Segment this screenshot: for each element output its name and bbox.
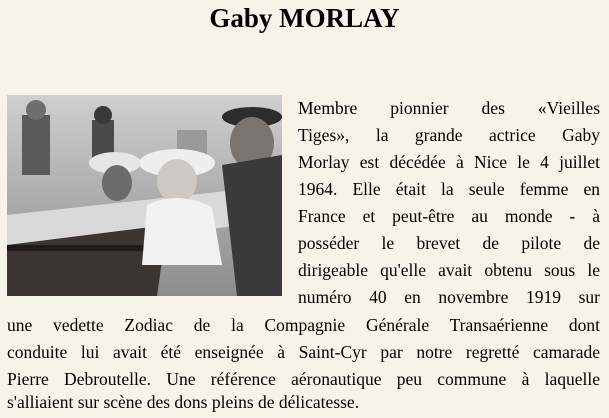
text-line: Tiges», la grande actrice Gaby xyxy=(298,125,600,145)
text-line: numéro 40 en novembre 1919 sur xyxy=(298,287,600,307)
text-line: s'alliaient sur scène des dons pleins de délicatesse. xyxy=(7,392,360,412)
article-title: Gaby MORLAY xyxy=(209,3,400,33)
photo-illustration xyxy=(7,95,282,296)
text-line: 1964. Elle était la seule femme en xyxy=(298,179,600,199)
text-line: Membre pionnier des «Vieilles xyxy=(298,98,600,118)
article-photo xyxy=(7,95,282,296)
text-line: une vedette Zodiac de la Compagnie Générale Transaérienne dont xyxy=(7,315,600,335)
text-line: conduite lui avait été enseignée à Saint-Cyr par notre regretté camarade xyxy=(7,342,600,362)
text-line: Pierre Debroutelle. Une référence aéronautique peu commune à laquelle xyxy=(7,369,600,389)
text-line: posséder le brevet de pilote de xyxy=(298,233,600,253)
text-line: dirigeable qu'elle avait obtenu sous le xyxy=(298,260,600,280)
text-line: Morlay est décédée à Nice le 4 juillet xyxy=(298,152,600,172)
text-line: France et peut-être au monde - à xyxy=(298,206,600,226)
